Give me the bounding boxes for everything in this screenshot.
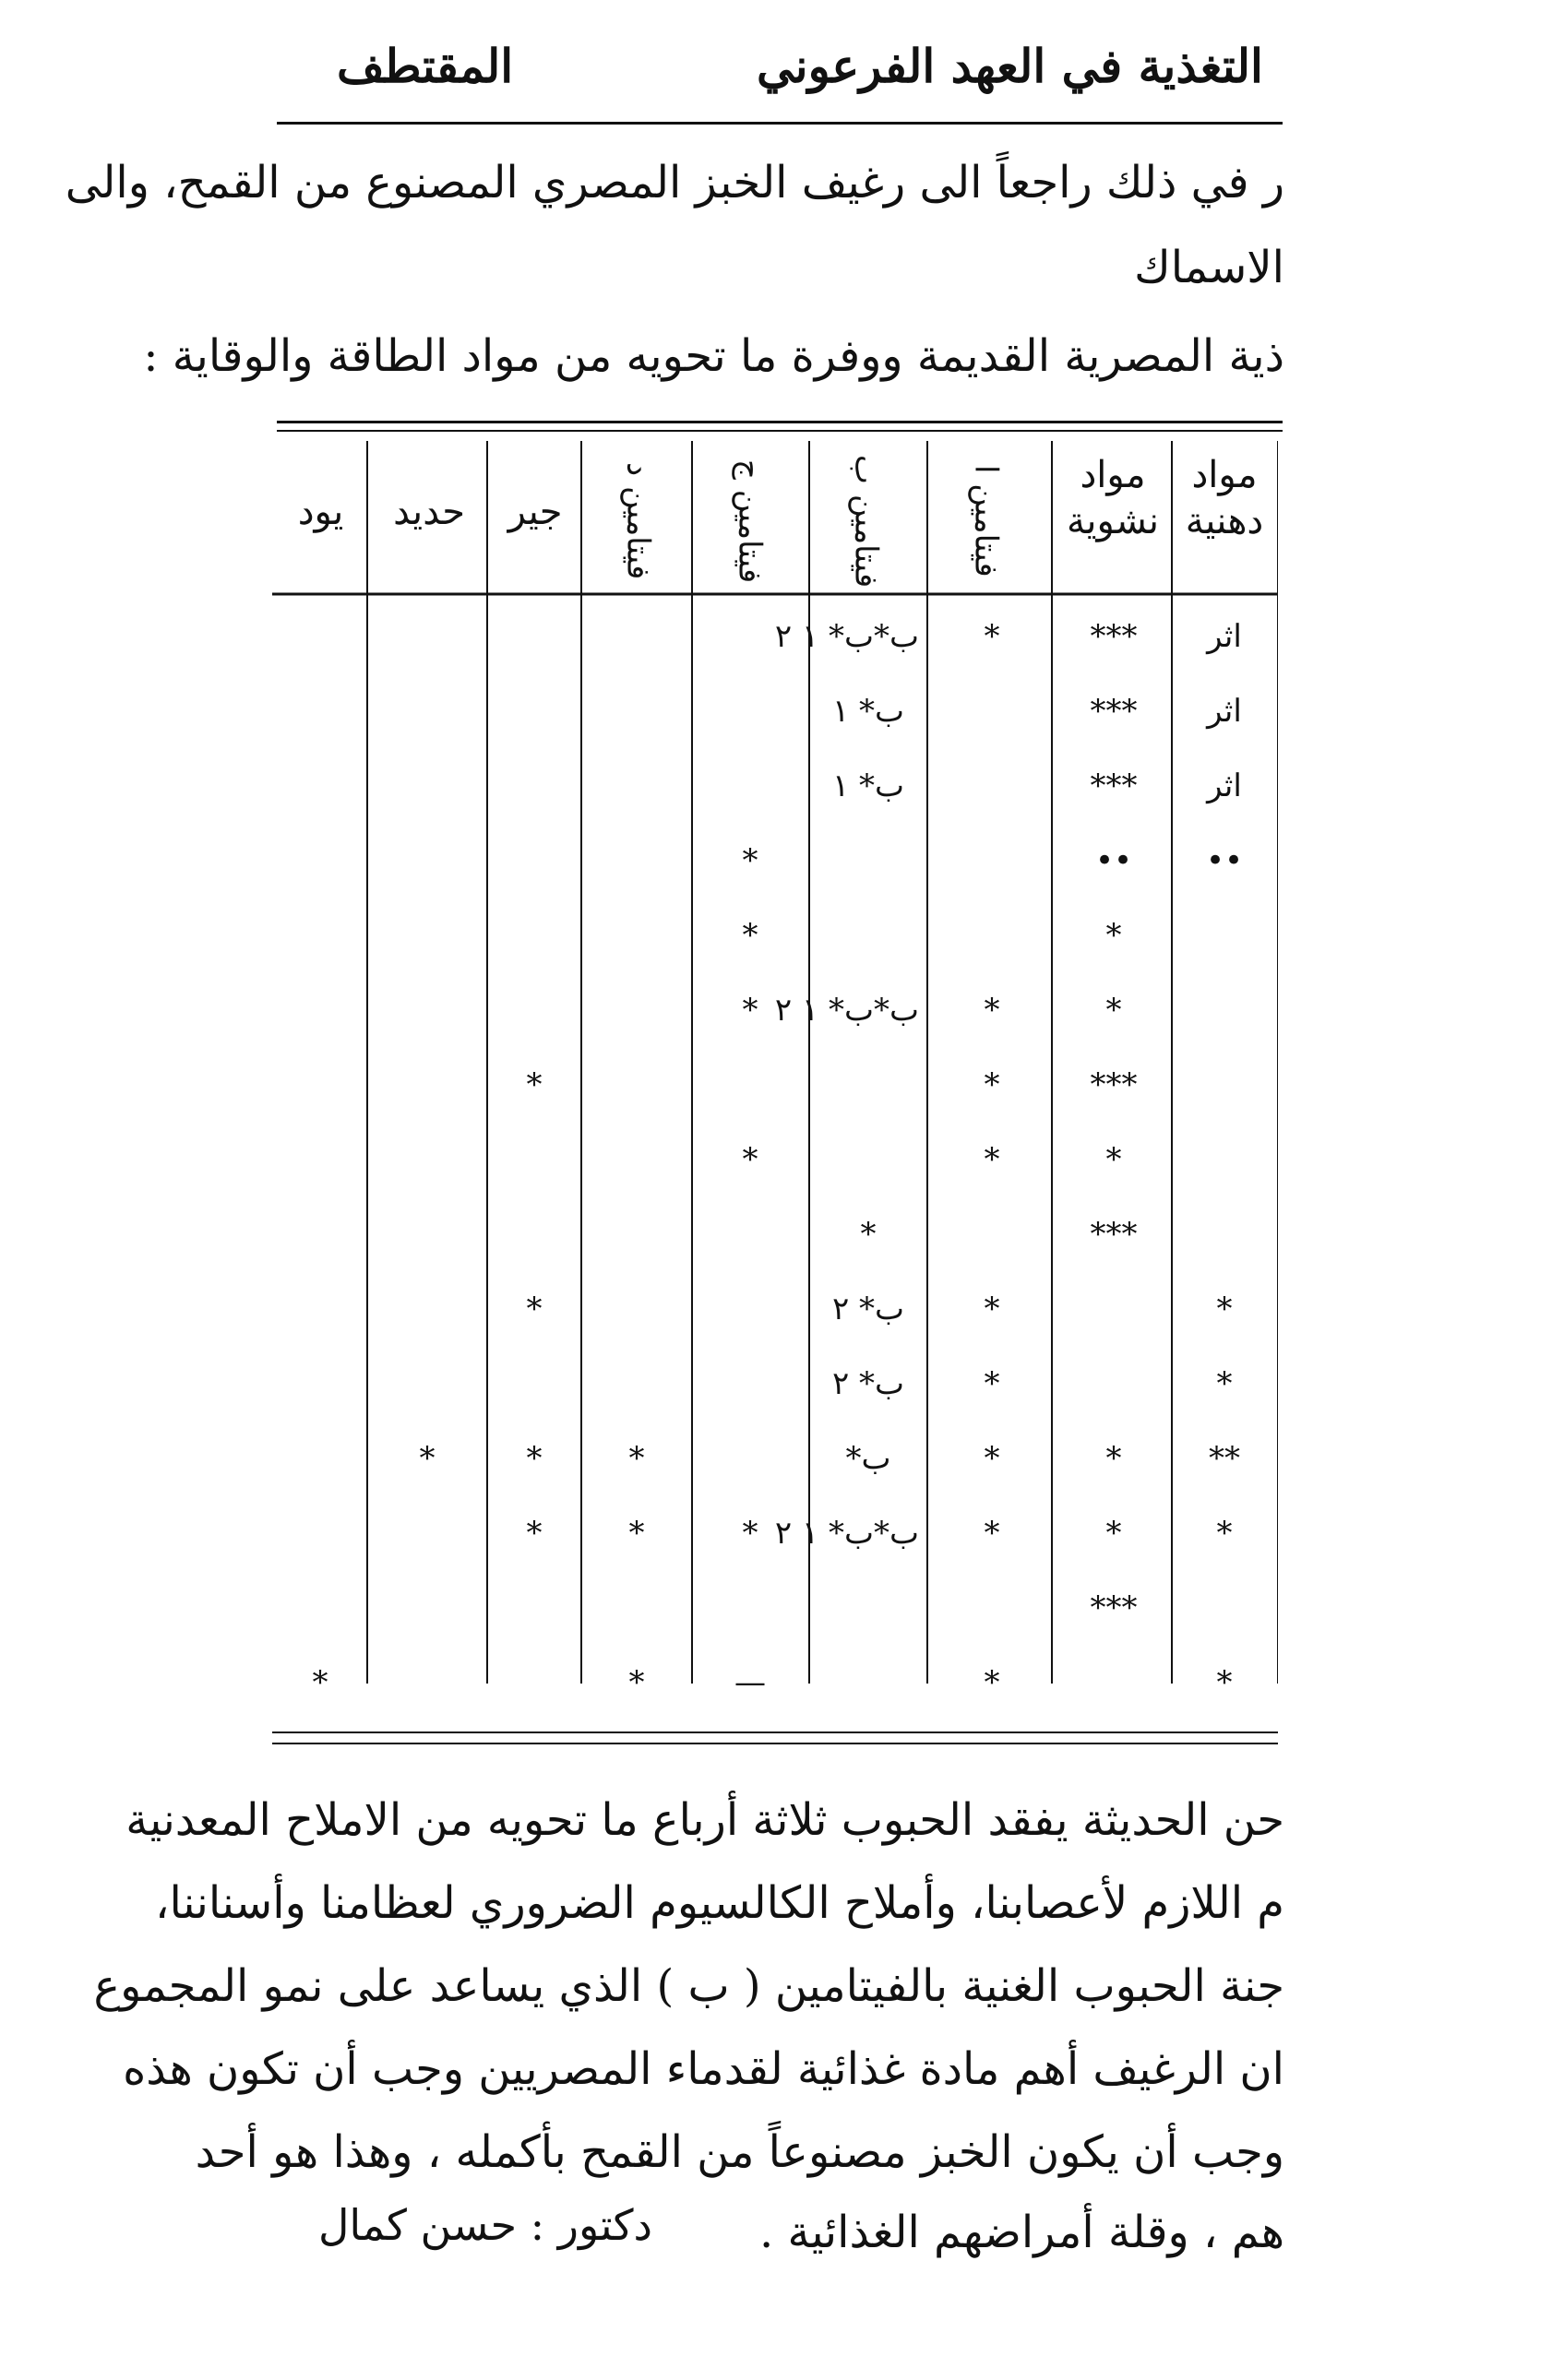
table-cell: ب* ٢ [831,1365,905,1402]
table-cell: *** [1090,693,1138,730]
closing-line-5: وجب أن يكون الخبز مصنوعاً من القمح بأكمله ، وهذا هو أحد [195,2126,1284,2178]
col-header-vitamin-d: فيتامين د [619,462,657,580]
col-header-iodine: يود [297,491,344,533]
table-cell: * [628,1440,645,1477]
col-header-iron: حديد [393,491,465,533]
nutrition-table [272,434,1278,1753]
table-cell: *** [1090,1216,1138,1253]
table-cell: * [628,1664,645,1701]
table-cell: ب* ١ [831,768,905,804]
col-header-vitamin-c: فيتامين ج [731,458,769,584]
table-cell: * [526,1291,543,1327]
table-cell: * [984,1515,1000,1552]
closing-line-4: ان الرغيف أهم مادة غذائية لقدماء المصريين وجب أن تكون هذه [123,2043,1284,2095]
table-cell: اثر [1207,768,1242,804]
intro-line-2: الاسماك [1134,242,1284,293]
table-cell: * [1216,1365,1233,1402]
table-cell: * [1105,1141,1122,1178]
table-cell: *** [1090,768,1138,804]
closing-line-3: جنة الحبوب الغنية بالفيتامين ( ب ) الذي يساعد على نمو المجموع [93,1960,1284,2012]
table-cell: * [628,1515,645,1552]
table-cell: * [984,1365,1000,1402]
table-cell: ب* ٢ [831,1291,905,1327]
table-cell: * [742,842,758,879]
table-cell: •• [1094,842,1133,879]
table-cell: اثر [1207,618,1242,655]
header-rule [277,122,1283,125]
table-cell: ب*ب* ١ ٢ [774,1515,919,1552]
table-cell: * [1216,1291,1233,1327]
table-cell: * [1216,1515,1233,1552]
table-cell: * [312,1664,328,1701]
table-cell: * [984,1066,1000,1103]
closing-line-2: م اللازم لأعصابنا، وأملاح الكالسيوم الضروري لعظامنا وأسناننا، [154,1877,1284,1929]
table-cell: * [526,1066,543,1103]
table-cell: * [742,1515,758,1552]
table-cell: * [1105,1440,1122,1477]
table-cell: *** [1090,1066,1138,1103]
col-header-vitamin-a: فيتامين ا [967,465,1005,577]
closing-line-1: حن الحديثة يفقد الحبوب ثلاثة أرباع ما تحويه من الاملاح المعدنية [125,1794,1284,1846]
table-cell: ب* [845,1440,891,1477]
intro-line-3: ذية المصرية القديمة ووفرة ما تحويه من مواد الطاقة والوقاية : [143,330,1284,382]
table-top-rule-2 [277,430,1283,432]
table-top-rule-1 [277,421,1283,423]
table-cell: * [742,917,758,954]
table-cell: * [984,1291,1000,1327]
table-cell: * [1105,992,1122,1029]
table-cell: — [734,1664,766,1701]
col-header-fats: مواد دهنية [1185,454,1264,542]
table-cell: ب*ب* ١ ٢ [774,618,919,655]
table-cell: * [1105,917,1122,954]
table-cell: •• [1205,842,1244,879]
table-cell: ب* ١ [831,693,905,730]
table-cell: * [1216,1664,1233,1701]
table-cell: ** [1209,1440,1240,1477]
closing-line-6: هم ، وقلة أمراضهم الغذائية . [759,2207,1284,2258]
table-cell: * [1105,1515,1122,1552]
table-cell: * [984,992,1000,1029]
table-cell: * [984,618,1000,655]
table-cell: * [419,1440,436,1477]
col-header-vitamin-b: فيتامين ب [847,454,885,589]
table-cell: * [742,992,758,1029]
col-header-lime: جير [507,491,563,533]
author-signature: دكتور : حسن كمال [318,2200,653,2250]
table-cell: * [984,1664,1000,1701]
journal-name: المقتطف [337,39,514,93]
table-cell: * [984,1440,1000,1477]
table-cell: *** [1090,1589,1138,1626]
table-cell: * [984,1141,1000,1178]
table-cell: * [860,1216,877,1253]
table-cell: *** [1090,618,1138,655]
table-cell: اثر [1207,693,1242,730]
table-cell: * [742,1141,758,1178]
table-cell: * [526,1515,543,1552]
table-cell: * [526,1440,543,1477]
article-title: التغذية في العهد الفرعوني [757,39,1263,93]
intro-line-1: ر في ذلك راجعاً الى رغيف الخبز المصري المصنوع من القمح، والى [65,157,1284,208]
table-cell: ب*ب* ١ ٢ [774,992,919,1029]
col-header-starches: مواد نشوية [1066,454,1160,542]
